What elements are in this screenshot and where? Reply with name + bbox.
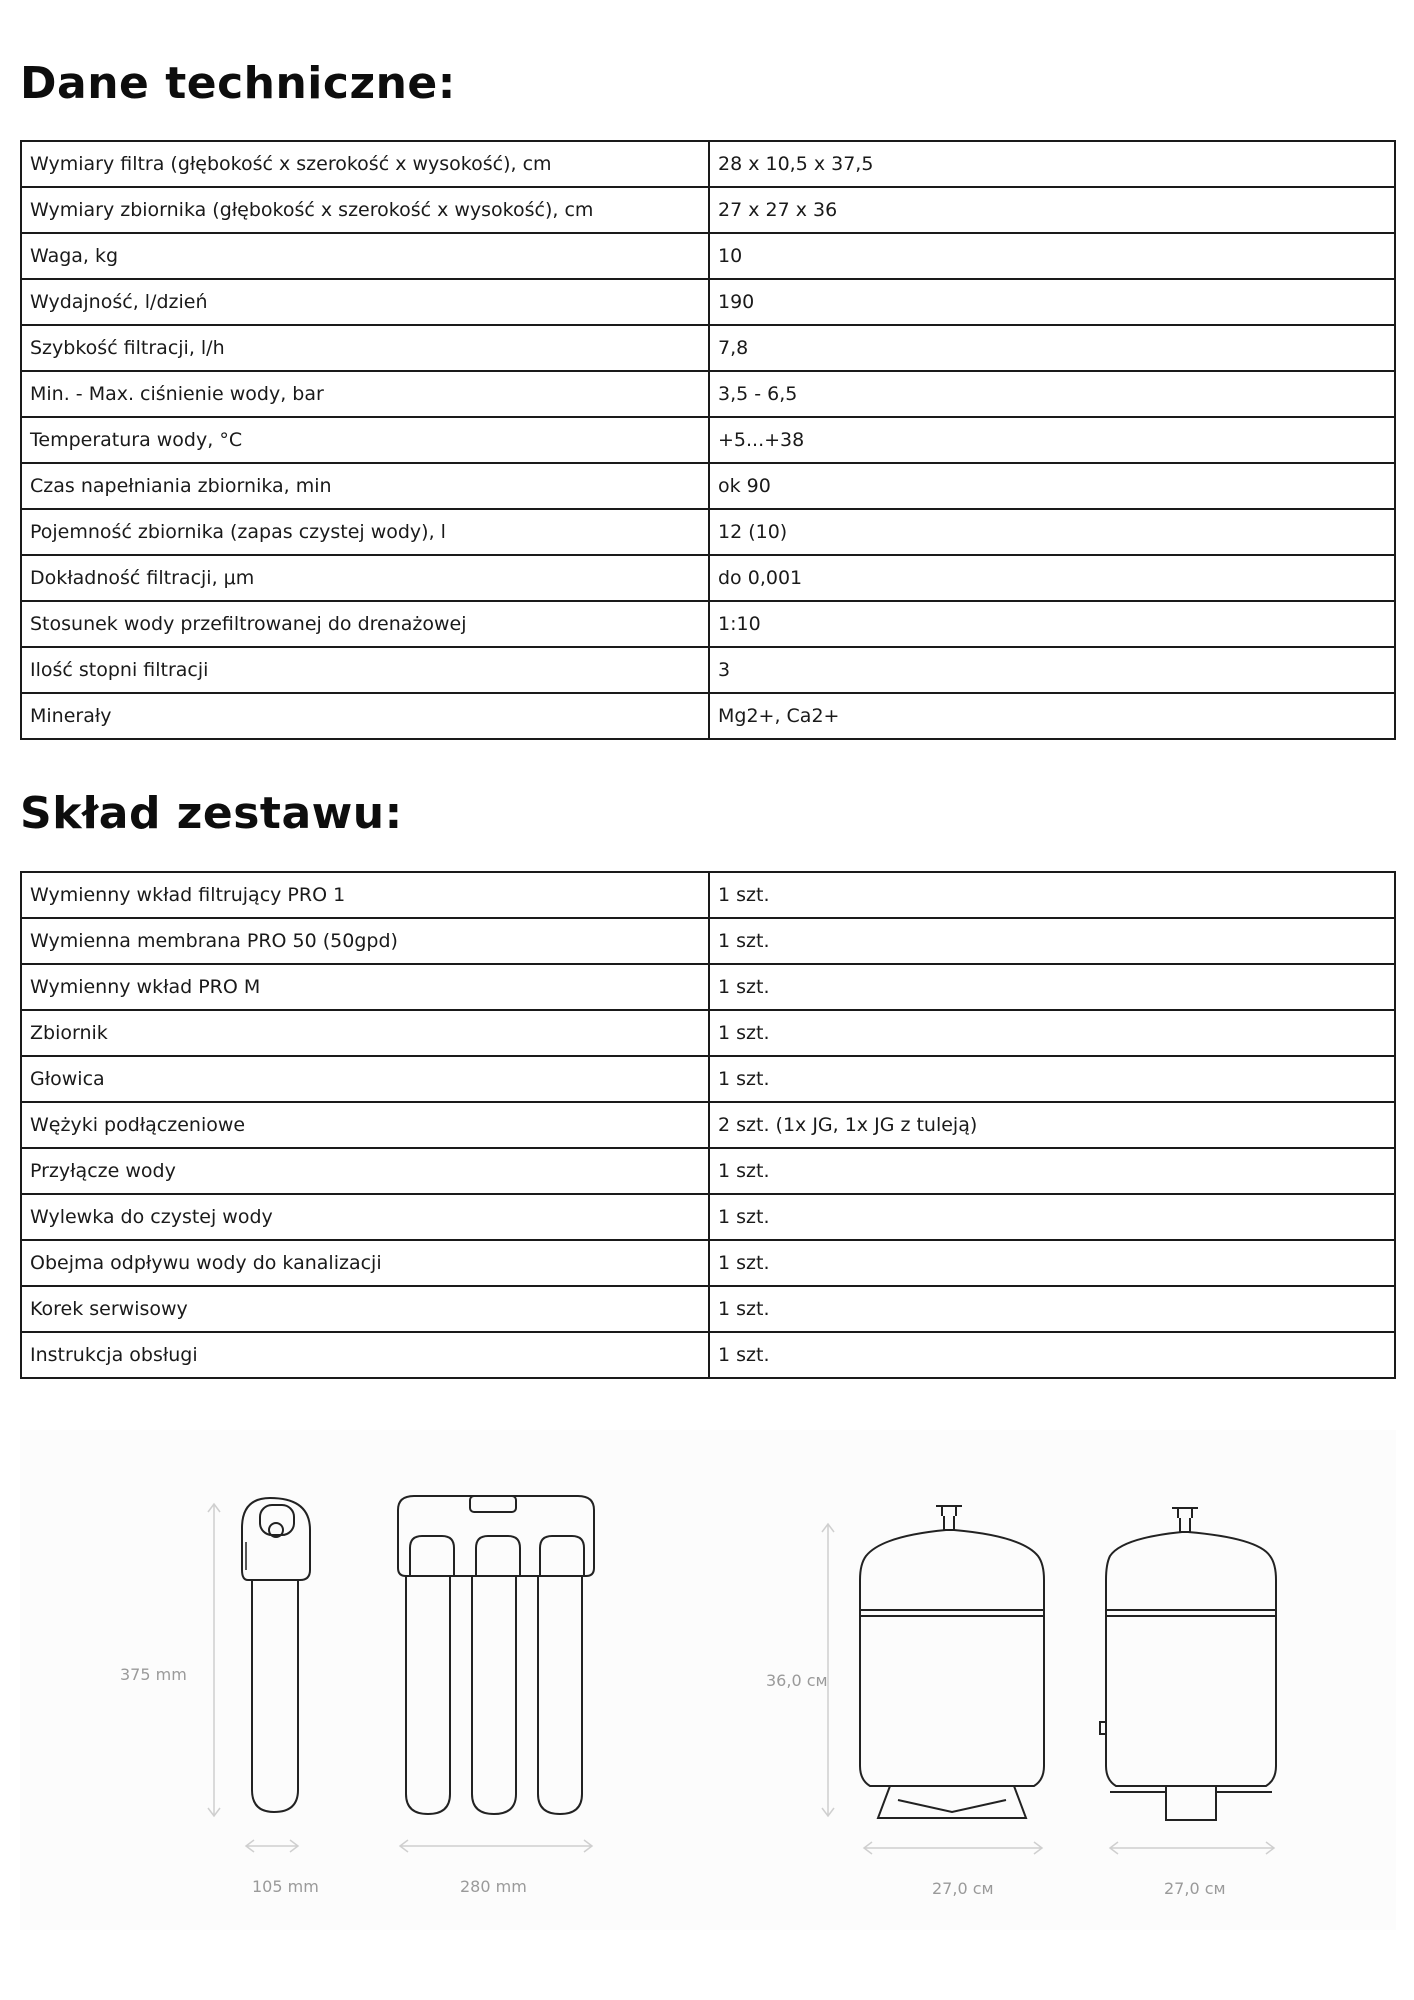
table-row <box>21 918 1395 964</box>
kit-item-qty: 1 szt. <box>709 918 1395 964</box>
table-row <box>21 1010 1395 1056</box>
table-row <box>21 187 1395 233</box>
spec-value: ok 90 <box>709 463 1395 509</box>
table-row <box>21 1102 1395 1148</box>
kit-contents-table <box>20 871 1396 1379</box>
table-row <box>21 279 1395 325</box>
kit-item-qty: 1 szt. <box>709 1332 1395 1378</box>
dimension-drawing-svg <box>20 1430 1396 1930</box>
kit-item-label: Wylewka do czystej wody <box>21 1194 709 1240</box>
table-row <box>21 1332 1395 1378</box>
kit-item-qty: 1 szt. <box>709 1240 1395 1286</box>
table-row <box>21 1148 1395 1194</box>
kit-item-qty: 1 szt. <box>709 1194 1395 1240</box>
spec-value: 3,5 - 6,5 <box>709 371 1395 417</box>
table-row <box>21 1194 1395 1240</box>
filter-width-label: 280 mm <box>460 1877 527 1896</box>
spec-value: 28 x 10,5 x 37,5 <box>709 141 1395 187</box>
kit-item-qty: 2 szt. (1x JG, 1x JG z tuleją) <box>709 1102 1395 1148</box>
tank-width-side-label: 27,0 см <box>1164 1879 1226 1898</box>
spec-value: 1:10 <box>709 601 1395 647</box>
spec-value: 7,8 <box>709 325 1395 371</box>
kit-item-qty: 1 szt. <box>709 1148 1395 1194</box>
kit-item-label: Wężyki podłączeniowe <box>21 1102 709 1148</box>
filter-depth-label: 105 mm <box>252 1877 319 1896</box>
kit-item-label: Wymienna membrana PRO 50 (50gpd) <box>21 918 709 964</box>
spec-value: 3 <box>709 647 1395 693</box>
spec-label: Czas napełniania zbiornika, min <box>21 463 709 509</box>
table-row <box>21 463 1395 509</box>
kit-item-label: Instrukcja obsługi <box>21 1332 709 1378</box>
spec-label: Waga, kg <box>21 233 709 279</box>
filter-height-label: 375 mm <box>120 1665 187 1684</box>
spec-label: Stosunek wody przefiltrowanej do drenażowej <box>21 601 709 647</box>
tank-width-front-label: 27,0 см <box>932 1879 994 1898</box>
spec-label: Temperatura wody, °C <box>21 417 709 463</box>
kit-item-label: Przyłącze wody <box>21 1148 709 1194</box>
kit-item-label: Głowica <box>21 1056 709 1102</box>
tank-side-view <box>1100 1508 1276 1820</box>
filter-side-view <box>242 1498 310 1812</box>
spec-label: Wymiary filtra (głębokość x szerokość x wysokość), cm <box>21 141 709 187</box>
spec-value: 190 <box>709 279 1395 325</box>
table-row <box>21 555 1395 601</box>
tank-height-label: 36,0 см <box>766 1671 828 1690</box>
table-row <box>21 325 1395 371</box>
spec-value: 10 <box>709 233 1395 279</box>
kit-item-label: Wymienny wkład filtrujący PRO 1 <box>21 872 709 918</box>
filter-front-view <box>398 1496 594 1814</box>
table-row <box>21 233 1395 279</box>
table-row <box>21 141 1395 187</box>
table-row <box>21 509 1395 555</box>
kit-item-qty: 1 szt. <box>709 872 1395 918</box>
table-row <box>21 964 1395 1010</box>
kit-contents-heading: Skład zestawu: <box>20 788 403 839</box>
spec-label: Minerały <box>21 693 709 739</box>
spec-label: Pojemność zbiornika (zapas czystej wody), l <box>21 509 709 555</box>
spec-label: Wydajność, l/dzień <box>21 279 709 325</box>
kit-item-qty: 1 szt. <box>709 1286 1395 1332</box>
table-row <box>21 872 1395 918</box>
spec-value: do 0,001 <box>709 555 1395 601</box>
spec-value: 12 (10) <box>709 509 1395 555</box>
table-row <box>21 1240 1395 1286</box>
table-row <box>21 1056 1395 1102</box>
technical-data-table <box>20 140 1396 740</box>
spec-label: Szybkość filtracji, l/h <box>21 325 709 371</box>
spec-label: Min. - Max. ciśnienie wody, bar <box>21 371 709 417</box>
dimension-lines <box>208 1504 1274 1854</box>
tank-front-view <box>860 1506 1044 1818</box>
spec-value: +5...+38 <box>709 417 1395 463</box>
kit-item-label: Zbiornik <box>21 1010 709 1056</box>
table-row <box>21 1286 1395 1332</box>
table-row <box>21 417 1395 463</box>
spec-value: 27 x 27 x 36 <box>709 187 1395 233</box>
spec-label: Ilość stopni filtracji <box>21 647 709 693</box>
kit-item-label: Obejma odpływu wody do kanalizacji <box>21 1240 709 1286</box>
table-row <box>21 693 1395 739</box>
technical-data-heading: Dane techniczne: <box>20 58 456 109</box>
kit-item-label: Korek serwisowy <box>21 1286 709 1332</box>
spec-label: Dokładność filtracji, μm <box>21 555 709 601</box>
spec-label: Wymiary zbiornika (głębokość x szerokość x wysokość), cm <box>21 187 709 233</box>
product-dimension-drawing <box>20 1430 1396 1930</box>
kit-item-qty: 1 szt. <box>709 964 1395 1010</box>
table-row <box>21 601 1395 647</box>
kit-item-label: Wymienny wkład PRO M <box>21 964 709 1010</box>
kit-item-qty: 1 szt. <box>709 1010 1395 1056</box>
spec-value: Mg2+, Ca2+ <box>709 693 1395 739</box>
table-row <box>21 647 1395 693</box>
table-row <box>21 371 1395 417</box>
kit-item-qty: 1 szt. <box>709 1056 1395 1102</box>
